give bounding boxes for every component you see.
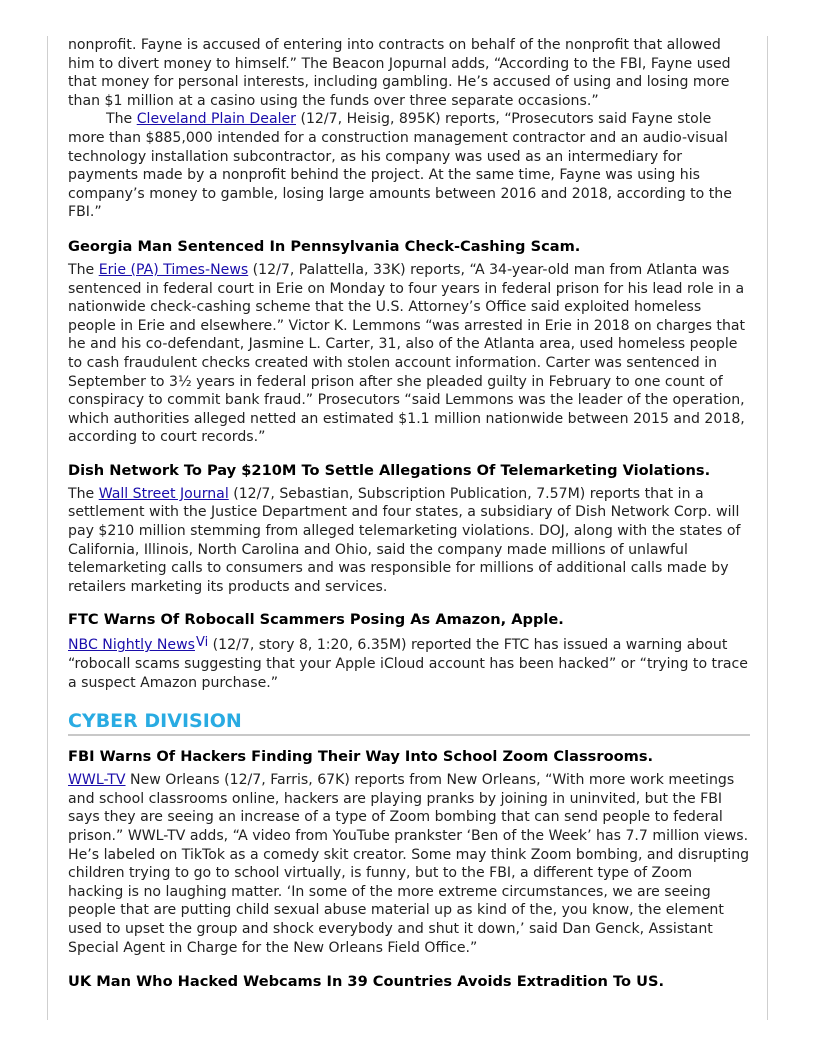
article-paragraph: WWL-TV New Orleans (12/7, Farris, 67K) reports from New Orleans, “With more work meetings and school classrooms online, hackers are playing pranks by joining in uninvited, but the FBI says they are seeing an increase of a type of Zoom bombing that can send people to federal prison.” WWL-TV adds, “A video from YouTube prankster ‘Ben of the Week’ has 7.7 million views. He’s labeled on TikTok as a comedy skit creator. Some may think Zoom bombing, and disrupting children trying to go to school virtually, is funny, but to the FBI, a different type of Zoom hacking is no laughing matter. ‘In some of the more extreme circumstances, we are seeing people that are putting child sexual abuse material up as kind of the, you know, the element used to upset the group and shock everybody and shut it down,’ said Dan Genck, Assistant Special Agent in Charge for the New Orleans Field Office.” — [68, 772, 750, 956]
section-heading: CYBER DIVISION — [68, 709, 750, 736]
video-indicator[interactable]: Vi — [195, 635, 209, 651]
source-link-erie-times-news[interactable]: Erie (PA) Times-News — [98, 261, 249, 278]
source-link-cleveland-plain-dealer[interactable]: Cleveland Plain Dealer — [136, 111, 296, 128]
right-margin-rule — [767, 36, 768, 1020]
source-link-wall-street-journal[interactable]: Wall Street Journal — [98, 485, 229, 502]
article-headline: Dish Network To Pay $210M To Settle Allegations Of Telemarketing Violations. — [68, 461, 711, 479]
left-margin-rule — [47, 36, 48, 1020]
document-body — [68, 36, 750, 991]
article-headline: FBI Warns Of Hackers Finding Their Way Into School Zoom Classrooms. — [68, 748, 654, 766]
article-headline: UK Man Who Hacked Webcams In 39 Countries Avoids Extradition To US. — [68, 973, 665, 991]
article-paragraph: The Erie (PA) Times-News (12/7, Palattella, 33K) reports, “A 34-year-old man from Atlanta was sentenced in federal court in Erie on Monday to four years in federal prison for his lead role in a nationwide check-cashing scheme that the U.S. Attorney’s Office said exploited homeless people in Erie and elsewhere.” Victor K. Lemmons “was arrested in Erie in 2018 on charges that he and his co-defendant, Jasmine L. Carter, 31, also of the Atlanta area, used homeless people to cash fraudulent checks created with stolen account information. Carter was sentenced in September to 3½ years in federal prison after she pleaded guilty in February to one count of conspiracy to commit bank fraud.” Prosecutors “said Lemmons was the leader of the operation, which authorities alleged netted an estimated $1.1 million nationwide between 2015 and 2018, according to court records.” — [68, 261, 746, 446]
article-paragraph: The Cleveland Plain Dealer (12/7, Heisig, 895K) reports, “Prosecutors said Fayne stole more than $885,000 intended for a construction management contractor and an audio-visual technology installation subcontractor, as his company was used as an intermediary for payments made by a nonprofit behind the project. At the same time, Fayne was using his company’s money to gamble, losing large amounts between 2016 and 2018, according to the FBI.” — [68, 111, 732, 221]
source-link-nbc-nightly-news[interactable]: NBC Nightly News — [68, 637, 195, 654]
article-paragraph: The Wall Street Journal (12/7, Sebastian, Subscription Publication, 7.57M) reports that in a settlement with the Justice Department and four states, a subsidiary of Dish Network Corp. will pay $210 million stemming from alleged telemarketing violations. DOJ, along with the states of California, Illinois, North Carolina and Ohio, said the company made millions of unlawful telemarketing calls to consumers and was responsible for millions of additional calls made by retailers marketing its products and services. — [68, 485, 741, 595]
source-link-wwl-tv[interactable]: WWL-TV — [68, 772, 126, 789]
article-headline: Georgia Man Sentenced In Pennsylvania Check-Cashing Scam. — [68, 237, 581, 255]
article-paragraph: nonprofit. Fayne is accused of entering into contracts on behalf of the nonprofit that allowed him to divert money to himself.” The Beacon Jopurnal adds, “According to the FBI, Fayne used that money for personal interests, including gambling. He’s accused of using and losing more than $1 million at a casino using the funds over three separate occasions.” — [68, 37, 731, 109]
article-paragraph: NBC Nightly News$^{Vi}$ (12/7, story 8, 1:20, 6.35M) reported the FTC has issued a warning about “robocall scams suggesting that your Apple iCloud account has been hacked” or “trying to trace a suspect Amazon purchase.” — [68, 635, 748, 691]
article-headline: FTC Warns Of Robocall Scammers Posing As Amazon, Apple. — [68, 611, 564, 629]
